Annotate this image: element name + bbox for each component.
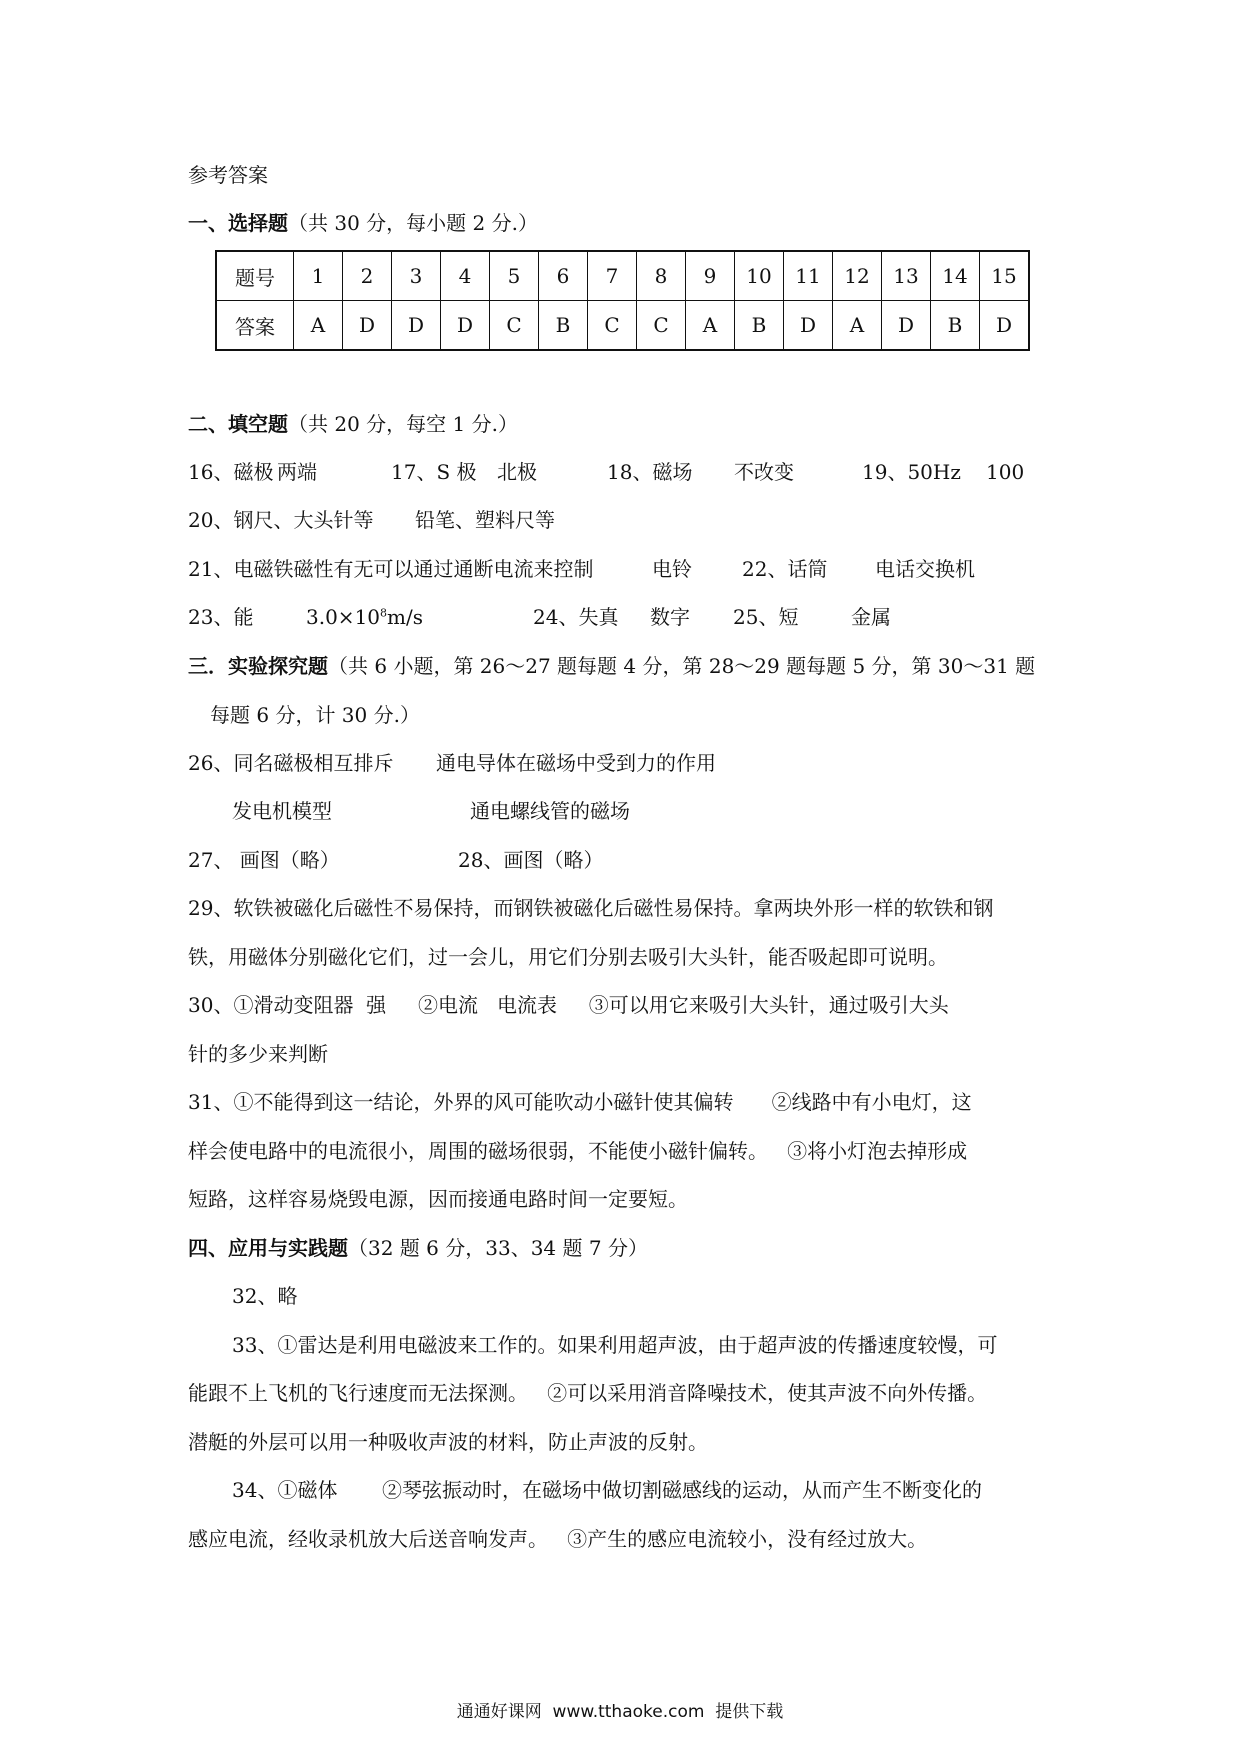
answer-text: 铅笔、塑料尺等 [415, 508, 555, 532]
question-number: 14 [931, 251, 980, 301]
answer-text: 18、磁场 [607, 460, 693, 484]
answer-text: 数字 [650, 605, 690, 629]
answer-line-30b: 针的多少来判断 [188, 1042, 328, 1066]
question-number: 7 [588, 251, 637, 301]
page-footer: 通通好课网 www.tthaoke.com 提供下载 [456, 1702, 784, 1722]
section-4-label: 四、应用与实践题 [188, 1236, 348, 1260]
answer-line-29a: 29、软铁被磁化后磁性不易保持，而钢铁被磁化后磁性易保持。拿两块外形一样的软铁和钢 [188, 896, 994, 920]
answer-line-31b: 样会使电路中的电流很小，周围的磁场很弱，不能使小磁针偏转。 ③将小灯泡去掉形成 [188, 1139, 968, 1163]
answer-text: 不改变 [734, 460, 794, 484]
answer-cell: C [588, 301, 637, 351]
section-1-label: 一、选择题 [188, 211, 288, 235]
answer-line-31c: 短路，这样容易烧毁电源，因而接通电路时间一定要短。 [188, 1187, 688, 1211]
question-number: 5 [490, 251, 539, 301]
answer-line-26-continued [232, 797, 630, 825]
value-base: 3.0×10 [306, 605, 381, 629]
table-header-answer: 答案 [216, 301, 294, 351]
value-exponent: 8 [380, 606, 388, 620]
answer-text: 23、能 [188, 605, 254, 629]
section-3-note: （共 6 小题，第 26～27 题每题 4 分，第 28～29 题每题 5 分，第 30～31 题 [328, 654, 1036, 678]
answer-text: 通电螺线管的磁场 [470, 799, 630, 823]
answer-cell: B [931, 301, 980, 351]
answer-line-16 [188, 458, 1024, 486]
answer-cell: B [539, 301, 588, 351]
section-1-note: （共 30 分，每小题 2 分.） [288, 211, 538, 235]
speed-of-light-value [306, 603, 533, 631]
answer-line-34b: 感应电流，经收录机放大后送音响发声。 ③产生的感应电流较小，没有经过放大。 [188, 1527, 928, 1551]
answer-line-31a: 31、①不能得到这一结论，外界的风可能吹动小磁针使其偏转 ②线路中有小电灯，这 [188, 1090, 972, 1114]
answer-cell: D [980, 301, 1030, 351]
answer-table [215, 250, 1030, 351]
section-2-heading [188, 410, 518, 438]
answer-text: 24、失真 [533, 605, 619, 629]
section-4-note: （32 题 6 分，33、34 题 7 分） [348, 1236, 648, 1260]
answer-text: 21、电磁铁磁性有无可以通过通断电流来控制 [188, 557, 594, 581]
section-2-note: （共 20 分，每空 1 分.） [288, 412, 518, 436]
question-number: 9 [686, 251, 735, 301]
answer-line-21 [188, 555, 975, 583]
question-number: 6 [539, 251, 588, 301]
answer-text: 19、50Hz [862, 460, 961, 484]
section-3-heading [188, 652, 1035, 680]
answer-line-29b: 铁，用磁体分别磁化它们，过一会儿，用它们分别去吸引大头针，能否吸起即可说明。 [188, 945, 948, 969]
table-row-questions [216, 251, 1029, 301]
answer-text: 25、短 [733, 605, 799, 629]
answer-line-33c: 潜艇的外层可以用一种吸收声波的材料，防止声波的反射。 [188, 1430, 708, 1454]
answer-text: 发电机模型 [232, 799, 332, 823]
question-number: 10 [735, 251, 784, 301]
answer-text: 100 [986, 460, 1025, 484]
answer-cell: A [294, 301, 343, 351]
answer-text: 22、话筒 [742, 557, 828, 581]
answer-line-34a: 34、①磁体 ②琴弦振动时，在磁场中做切割磁感线的运动，从而产生不断变化的 [232, 1478, 982, 1502]
answer-line-27 [188, 846, 603, 874]
answer-text: 28、画图（略） [458, 848, 604, 872]
answer-text: 20、钢尺、大头针等 [188, 508, 374, 532]
answer-cell: D [392, 301, 441, 351]
page-title: 参考答案 [188, 163, 268, 187]
table-header-question: 题号 [216, 251, 294, 301]
answer-cell: D [441, 301, 490, 351]
question-number: 2 [343, 251, 392, 301]
answer-line-30a: 30、①滑动变阻器 强 ②电流 电流表 ③可以用它来吸引大头针，通过吸引大头 [188, 993, 949, 1017]
answer-text: 两端 [277, 460, 317, 484]
question-number: 1 [294, 251, 343, 301]
answer-text: 北极 [497, 460, 537, 484]
question-number: 8 [637, 251, 686, 301]
section-3-note-continued: 每题 6 分，计 30 分.） [210, 703, 420, 727]
answer-line-33b: 能跟不上飞机的飞行速度而无法探测。 ②可以采用消音降噪技术，使其声波不向外传播。 [188, 1381, 988, 1405]
question-number: 12 [833, 251, 882, 301]
answer-cell: C [637, 301, 686, 351]
answer-text: 电铃 [652, 557, 692, 581]
question-number: 4 [441, 251, 490, 301]
value-unit: m/s [387, 605, 423, 629]
question-number: 15 [980, 251, 1030, 301]
section-3-label: 三．实验探究题 [188, 654, 328, 678]
answer-cell: D [784, 301, 833, 351]
question-number: 3 [392, 251, 441, 301]
answer-line-32: 32、略 [232, 1284, 298, 1308]
section-2-label: 二、填空题 [188, 412, 288, 436]
question-number: 11 [784, 251, 833, 301]
answer-text: 16、磁极 [188, 460, 274, 484]
answer-text: 电话交换机 [875, 557, 975, 581]
section-4-heading [188, 1234, 648, 1262]
answer-text: 金属 [851, 605, 891, 629]
answer-cell: C [490, 301, 539, 351]
answer-text: 26、同名磁极相互排斥 [188, 751, 394, 775]
answer-cell: D [882, 301, 931, 351]
answer-cell: B [735, 301, 784, 351]
answer-text: 17、S 极 [391, 460, 477, 484]
table-row-answers [216, 301, 1029, 351]
answer-text: 通电导体在磁场中受到力的作用 [436, 751, 716, 775]
answer-cell: A [833, 301, 882, 351]
answer-cell: D [343, 301, 392, 351]
answer-line-26 [188, 749, 716, 777]
question-number: 13 [882, 251, 931, 301]
section-1-heading [188, 209, 538, 237]
answer-cell: A [686, 301, 735, 351]
answer-line-20 [188, 506, 555, 534]
answer-line-23 [188, 603, 891, 631]
answer-text: 27、 画图（略） [188, 848, 340, 872]
answer-line-33a: 33、①雷达是利用电磁波来工作的。如果利用超声波，由于超声波的传播速度较慢，可 [232, 1333, 998, 1357]
